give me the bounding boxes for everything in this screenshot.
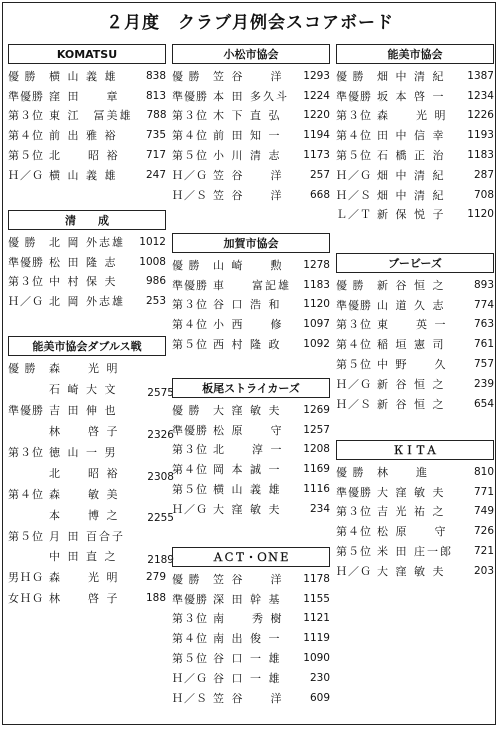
table-row xyxy=(336,165,494,185)
table-row xyxy=(172,668,330,688)
player-name: 米 田 庄一郎 xyxy=(377,545,453,559)
score-value: 253 xyxy=(145,295,166,308)
score-value: 2575 xyxy=(147,387,174,399)
rank-label: 優 勝 xyxy=(8,69,37,83)
rank-label: 第４位 xyxy=(336,525,372,539)
section-header: 能美市協会 xyxy=(336,44,494,64)
table-row xyxy=(336,86,494,106)
player-name: 森 光 明 xyxy=(49,571,120,585)
score-value: 1208 xyxy=(303,443,330,456)
section-header: ブービーズ xyxy=(336,253,494,273)
rank-label: 優 勝 xyxy=(8,235,37,249)
player-name: 畑 中 清 紀 xyxy=(377,188,446,202)
table-row xyxy=(8,125,166,145)
player-name: 林 啓 子 xyxy=(49,425,120,439)
player-name: 坂 本 啓 一 xyxy=(377,89,446,103)
table-row xyxy=(172,334,330,354)
player-name: 石 橋 正 治 xyxy=(377,149,446,163)
rank-label: 第４位 xyxy=(172,632,208,646)
score-section xyxy=(172,378,330,519)
score-value: 735 xyxy=(145,129,166,142)
player-name: 北 昭 裕 xyxy=(49,149,120,163)
section-body xyxy=(8,230,166,311)
player-name: 笠 谷 洋 xyxy=(213,188,284,202)
score-section xyxy=(8,336,174,609)
rank-label: 第５位 xyxy=(172,652,208,666)
rank-label: 優 勝 xyxy=(336,465,365,479)
section-header: 小松市協会 xyxy=(172,44,330,64)
rank-label: 第３位 xyxy=(8,109,44,123)
section-body xyxy=(172,567,330,708)
score-value: 1220 xyxy=(303,109,330,122)
score-section xyxy=(8,210,166,311)
score-value: 1269 xyxy=(303,403,330,416)
player-name: 横 山 義 雄 xyxy=(49,168,118,182)
table-row xyxy=(172,628,330,648)
score-value: 203 xyxy=(473,564,494,577)
doubles-pair xyxy=(8,358,174,400)
rank-label: 準優勝 xyxy=(172,423,208,437)
rank-label: 優 勝 xyxy=(336,69,365,83)
rank-label: Ｈ／Ｓ xyxy=(172,691,208,705)
section-body xyxy=(8,64,166,185)
rank-label: Ｈ／Ｇ xyxy=(172,671,208,685)
score-value: 2189 xyxy=(147,554,174,567)
player-name: 松 田 隆 志 xyxy=(49,255,118,269)
table-row xyxy=(8,358,166,379)
section-header: ＫＩＴＡ xyxy=(336,440,494,460)
score-value: 287 xyxy=(473,168,494,181)
score-value: 1226 xyxy=(467,109,494,122)
score-value: 1234 xyxy=(467,89,494,102)
score-value: 1090 xyxy=(303,652,330,665)
player-name: 笠 谷 洋 xyxy=(213,69,284,83)
rank-label: 第３位 xyxy=(336,109,372,123)
rank-label: 第３位 xyxy=(336,505,372,519)
score-value: 726 xyxy=(473,525,494,538)
rank-label: 男ＨＧ xyxy=(8,571,44,585)
section-body xyxy=(336,64,494,224)
rank-label: 第３位 xyxy=(172,443,208,457)
score-value: 708 xyxy=(473,188,494,201)
player-name: 前 田 知 一 xyxy=(213,129,282,143)
table-row xyxy=(8,525,166,546)
rank-label: 準優勝 xyxy=(8,255,44,269)
section-header: 加賀市協会 xyxy=(172,233,330,253)
player-name: 谷 口 浩 和 xyxy=(213,298,282,312)
section-body xyxy=(172,398,330,519)
section-body xyxy=(336,273,494,414)
player-name: 山 崎 勲 xyxy=(213,258,284,272)
rank-label: 第５位 xyxy=(8,529,44,543)
player-name: 東 英 一 xyxy=(377,318,448,332)
score-value: 1173 xyxy=(303,149,330,162)
score-section xyxy=(172,233,330,354)
rank-label: Ｈ／Ｇ xyxy=(336,377,372,391)
score-value: 230 xyxy=(309,671,330,684)
rank-label: 優 勝 xyxy=(172,403,201,417)
player-name: 南 出 俊 一 xyxy=(213,632,282,646)
rank-label: 第５位 xyxy=(336,358,372,372)
table-row xyxy=(8,106,166,126)
rank-label: Ｈ／Ｇ xyxy=(8,295,44,309)
player-name: 森 光 明 xyxy=(377,109,448,123)
rank-label: 優 勝 xyxy=(172,258,201,272)
player-name: 小 西 修 xyxy=(213,318,284,332)
player-name: 新 谷 恒 之 xyxy=(377,397,446,411)
player-name: 松 原 守 xyxy=(213,423,284,437)
score-value: 763 xyxy=(473,318,494,331)
table-row xyxy=(8,66,166,86)
player-name: 大 窪 敏 夫 xyxy=(213,403,282,417)
rank-label: 準優勝 xyxy=(336,298,372,312)
rank-label: Ｌ／Ｔ xyxy=(336,208,372,222)
score-value: 234 xyxy=(309,502,330,515)
rank-label: 第４位 xyxy=(172,463,208,477)
player-name: 北 岡 外志雄 xyxy=(49,235,125,249)
table-row xyxy=(336,334,494,354)
score-value: 771 xyxy=(473,485,494,498)
table-row xyxy=(172,420,330,440)
player-name: 窪 田 章 xyxy=(49,89,120,103)
rank-label: 第３位 xyxy=(8,446,44,459)
score-section xyxy=(336,44,494,224)
player-name: 新 谷 恒 之 xyxy=(377,377,446,391)
player-name: 徳 山 一 男 xyxy=(49,446,118,459)
score-value: 1155 xyxy=(303,592,330,605)
player-name: 畑 中 清 紀 xyxy=(377,69,446,83)
player-name: 山 道 久 志 xyxy=(377,298,446,312)
table-row xyxy=(172,589,330,609)
score-value: 1178 xyxy=(303,572,330,585)
score-value: 1194 xyxy=(303,129,330,142)
player-name: 笠 谷 洋 xyxy=(213,168,284,182)
doubles-pair xyxy=(8,525,174,567)
player-name: 深 田 幹 基 xyxy=(213,592,282,606)
score-value: 2308 xyxy=(147,470,174,483)
rank-label: 準優勝 xyxy=(8,404,44,418)
player-name: 北 淳 一 xyxy=(213,443,284,457)
table-row xyxy=(336,541,494,561)
rank-label: 第３位 xyxy=(172,109,208,123)
section-body xyxy=(172,253,330,354)
rank-label: Ｈ／Ｓ xyxy=(336,188,372,202)
table-row xyxy=(336,394,494,414)
rank-label: 準優勝 xyxy=(8,89,44,103)
table-row xyxy=(172,499,330,519)
score-value: 239 xyxy=(473,377,494,390)
table-row xyxy=(336,205,494,225)
rank-label: 第４位 xyxy=(336,129,372,143)
score-value: 774 xyxy=(473,298,494,311)
score-value: 893 xyxy=(473,278,494,291)
score-value: 1257 xyxy=(303,423,330,436)
table-row xyxy=(172,86,330,106)
table-row xyxy=(336,374,494,394)
rank-label: 準優勝 xyxy=(172,592,208,606)
table-row xyxy=(336,521,494,541)
rank-label: 第５位 xyxy=(8,149,44,163)
table-row xyxy=(336,354,494,374)
rank-label: 第５位 xyxy=(172,149,208,163)
rank-label: 第３位 xyxy=(172,612,208,626)
score-value: 1092 xyxy=(303,338,330,351)
rank-label: 第５位 xyxy=(336,149,372,163)
table-row xyxy=(172,459,330,479)
player-name: 横 山 義 雄 xyxy=(213,483,282,497)
table-row xyxy=(8,588,166,609)
table-row xyxy=(8,272,166,292)
score-section xyxy=(8,44,166,185)
player-name: 新 保 悦 子 xyxy=(377,208,446,222)
score-value: 1012 xyxy=(139,235,166,248)
player-name: 谷 口 一 雄 xyxy=(213,652,282,666)
score-value: 986 xyxy=(145,275,166,288)
player-name: 大 窪 敏 夫 xyxy=(377,564,446,578)
player-name: 本 田 多久斗 xyxy=(213,89,289,103)
table-row xyxy=(336,561,494,581)
rank-label: Ｈ／Ｓ xyxy=(172,188,208,202)
table-row xyxy=(336,315,494,335)
player-name: 本 博 之 xyxy=(49,508,120,522)
score-value: 757 xyxy=(473,358,494,371)
player-name: 前 出 雅 裕 xyxy=(49,129,118,143)
table-row xyxy=(336,502,494,522)
score-value: 654 xyxy=(473,397,494,410)
score-value: 188 xyxy=(145,592,166,605)
score-value: 717 xyxy=(145,149,166,162)
player-name: 笠 谷 洋 xyxy=(213,572,284,586)
score-value: 813 xyxy=(145,89,166,102)
table-row xyxy=(172,479,330,499)
player-name: 中 田 直 之 xyxy=(49,550,118,564)
player-name: 北 岡 外志雄 xyxy=(49,295,125,309)
table-row xyxy=(172,255,330,275)
table-row xyxy=(336,185,494,205)
player-name: 松 原 守 xyxy=(377,525,448,539)
rank-label: 女ＨＧ xyxy=(8,592,44,606)
score-value: 721 xyxy=(473,545,494,558)
rank-label: Ｈ／Ｇ xyxy=(8,168,44,182)
player-name: 中 野 久 xyxy=(377,358,448,372)
rank-label: 準優勝 xyxy=(336,89,372,103)
score-value: 2255 xyxy=(147,512,174,525)
player-name: 車 富記雄 xyxy=(213,278,291,292)
player-name: 南 秀 樹 xyxy=(213,612,284,626)
table-row xyxy=(172,66,330,86)
player-name: 西 村 隆 政 xyxy=(213,338,282,352)
player-name: 谷 口 一 雄 xyxy=(213,671,282,685)
table-row xyxy=(336,275,494,295)
table-row xyxy=(172,106,330,126)
score-section xyxy=(336,440,494,581)
score-section xyxy=(172,44,330,205)
player-name: 中 村 保 夫 xyxy=(49,275,118,289)
section-body xyxy=(172,64,330,205)
page-title: ２月度 クラブ月例会スコアボード xyxy=(106,13,394,33)
rank-label: 第５位 xyxy=(172,338,208,352)
player-name: 月 田 百合子 xyxy=(49,529,125,543)
table-row xyxy=(172,314,330,334)
rank-label: 優 勝 xyxy=(8,362,37,376)
score-value: 1121 xyxy=(303,612,330,625)
table-row xyxy=(172,648,330,668)
table-row xyxy=(172,185,330,205)
rank-label: 第３位 xyxy=(8,275,44,289)
table-row xyxy=(336,462,494,482)
table-row xyxy=(336,125,494,145)
section-header: KOMATSU xyxy=(8,44,166,64)
score-value: 1387 xyxy=(467,69,494,82)
table-row xyxy=(172,125,330,145)
table-row xyxy=(336,482,494,502)
table-row xyxy=(172,275,330,295)
table-row xyxy=(8,567,166,588)
rank-label: 第３位 xyxy=(172,298,208,312)
score-value: 609 xyxy=(309,691,330,704)
rank-label: 第４位 xyxy=(8,487,44,501)
doubles-pair xyxy=(8,400,174,442)
section-body xyxy=(8,356,174,609)
player-name: 森 光 明 xyxy=(49,362,120,376)
player-name: 稲 垣 憲 司 xyxy=(377,338,446,352)
table-row xyxy=(8,442,166,463)
table-row xyxy=(8,165,166,185)
table-row xyxy=(8,483,166,504)
score-value: 838 xyxy=(145,69,166,82)
player-name: 新 谷 恒 之 xyxy=(377,278,446,292)
table-row xyxy=(336,145,494,165)
table-row xyxy=(172,688,330,708)
score-value: 2326 xyxy=(147,428,174,441)
rank-label: 第４位 xyxy=(172,129,208,143)
rank-label: Ｈ／Ｓ xyxy=(336,397,372,411)
score-value: 1008 xyxy=(139,255,166,268)
score-value: 1119 xyxy=(303,632,330,645)
player-name: 大 窪 敏 夫 xyxy=(213,502,282,516)
rank-label: 第５位 xyxy=(172,483,208,497)
section-header: ＡＣＴ・ＯＮＥ xyxy=(172,547,330,567)
player-name: 吉 光 祐 之 xyxy=(377,505,446,519)
score-value: 1278 xyxy=(303,258,330,271)
score-value: 1183 xyxy=(303,278,330,291)
score-value: 1169 xyxy=(303,463,330,476)
table-row xyxy=(8,252,166,272)
table-row xyxy=(8,232,166,252)
score-value: 1293 xyxy=(303,69,330,82)
rank-label: Ｈ／Ｇ xyxy=(336,564,372,578)
player-name: 吉 田 伸 也 xyxy=(49,404,118,418)
player-name: 林 進 xyxy=(377,465,429,479)
table-row xyxy=(336,66,494,86)
rank-label: 第４位 xyxy=(336,338,372,352)
score-section xyxy=(336,253,494,414)
section-header: 能美市協会ダブルス戦 xyxy=(8,336,166,356)
doubles-pair xyxy=(8,442,174,484)
rank-label: 優 勝 xyxy=(172,69,201,83)
score-value: 1224 xyxy=(303,89,330,102)
rank-label: 第３位 xyxy=(336,318,372,332)
rank-label: 優 勝 xyxy=(336,278,365,292)
player-name: 林 啓 子 xyxy=(49,592,120,606)
score-value: 1120 xyxy=(303,298,330,311)
score-value: 1097 xyxy=(303,318,330,331)
section-header: 清 成 xyxy=(8,210,166,230)
doubles-pair xyxy=(8,483,174,525)
table-row xyxy=(172,145,330,165)
player-name: 岡 本 誠 一 xyxy=(213,463,282,477)
rank-label: Ｈ／Ｇ xyxy=(172,168,208,182)
score-value: 668 xyxy=(309,188,330,201)
player-name: 畑 中 清 紀 xyxy=(377,168,446,182)
table-row xyxy=(336,106,494,126)
table-row xyxy=(172,165,330,185)
score-value: 1116 xyxy=(303,483,330,496)
rank-label: Ｈ／Ｇ xyxy=(172,502,208,516)
table-row xyxy=(172,440,330,460)
table-row xyxy=(172,295,330,315)
score-value: 1193 xyxy=(467,129,494,142)
rank-label: 準優勝 xyxy=(172,278,208,292)
table-row xyxy=(172,569,330,589)
score-value: 1183 xyxy=(467,149,494,162)
rank-label: 準優勝 xyxy=(336,485,372,499)
score-value: 810 xyxy=(473,465,494,478)
player-name: 石 崎 大 文 xyxy=(49,383,118,397)
player-name: 東 江 冨美雄 xyxy=(49,109,133,123)
table-row xyxy=(8,291,166,311)
score-value: 788 xyxy=(146,109,167,122)
player-name: 小 川 清 志 xyxy=(213,149,282,163)
score-value: 279 xyxy=(145,571,166,584)
score-section xyxy=(172,547,330,708)
table-row xyxy=(8,400,166,421)
player-name: 大 窪 敏 夫 xyxy=(377,485,446,499)
player-name: 笠 谷 洋 xyxy=(213,691,284,705)
score-value: 247 xyxy=(145,168,166,181)
score-value: 761 xyxy=(473,338,494,351)
rank-label: 第４位 xyxy=(172,318,208,332)
table-row xyxy=(172,609,330,629)
player-name: 森 敏 美 xyxy=(49,487,120,501)
player-name: 田 中 信 幸 xyxy=(377,129,446,143)
player-name: 横 山 義 雄 xyxy=(49,69,118,83)
section-body xyxy=(336,460,494,581)
rank-label: 第５位 xyxy=(336,545,372,559)
table-row xyxy=(8,145,166,165)
table-row xyxy=(336,295,494,315)
score-value: 749 xyxy=(473,505,494,518)
score-value: 257 xyxy=(309,168,330,181)
table-row xyxy=(172,400,330,420)
player-name: 北 昭 裕 xyxy=(49,466,120,480)
rank-label: 優 勝 xyxy=(172,572,201,586)
player-name: 木 下 直 弘 xyxy=(213,109,282,123)
score-value: 1120 xyxy=(467,208,494,221)
table-row xyxy=(8,86,166,106)
rank-label: Ｈ／Ｇ xyxy=(336,168,372,182)
section-header: 板尾ストライカーズ xyxy=(172,378,330,398)
rank-label: 第４位 xyxy=(8,129,44,143)
rank-label: 準優勝 xyxy=(172,89,208,103)
